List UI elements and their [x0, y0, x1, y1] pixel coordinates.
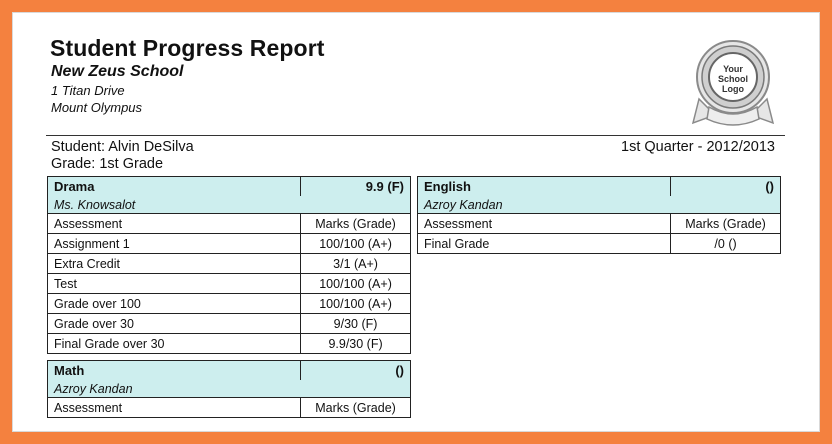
column-header-row: [48, 398, 411, 418]
school-logo: [689, 37, 777, 133]
course-name: Math: [48, 361, 301, 381]
marks-cell: 9/30 (F): [301, 314, 411, 334]
marks-cell: /0 (): [671, 234, 781, 254]
assessment-cell: Test: [48, 274, 301, 294]
svg-text:Logo: Logo: [722, 84, 744, 94]
course-teacher-row: [48, 380, 411, 398]
svg-text:School: School: [717, 74, 749, 84]
course-teacher-row: [418, 196, 781, 214]
table-row: [48, 254, 411, 274]
marks-cell: 100/100 (A+): [301, 294, 411, 314]
address-line-1: 1 Titan Drive: [51, 83, 125, 98]
column-header-row: [418, 214, 781, 234]
header-divider: [46, 135, 785, 136]
course-name: English: [418, 177, 671, 197]
report-page: [12, 12, 820, 432]
course-header: [418, 177, 781, 197]
course-name: Drama: [48, 177, 301, 197]
course-table-drama: [47, 176, 411, 354]
column-header-row: [48, 214, 411, 234]
table-row: [48, 234, 411, 254]
marks-cell: 3/1 (A+): [301, 254, 411, 274]
marks-cell: 100/100 (A+): [301, 274, 411, 294]
assessment-cell: Final Grade over 30: [48, 334, 301, 354]
column-header-assessment: Assessment: [48, 398, 301, 418]
assessment-cell: Final Grade: [418, 234, 671, 254]
course-header: [48, 361, 411, 381]
table-row: [48, 314, 411, 334]
assessment-cell: Assignment 1: [48, 234, 301, 254]
school-name: New Zeus School: [51, 63, 184, 80]
table-row: [48, 274, 411, 294]
assessment-cell: Grade over 100: [48, 294, 301, 314]
marks-cell: 9.9/30 (F): [301, 334, 411, 354]
column-header-marks: Marks (Grade): [301, 398, 411, 418]
table-row: [418, 234, 781, 254]
address-line-2: Mount Olympus: [51, 100, 143, 115]
student-grade: Grade: 1st Grade: [51, 156, 164, 172]
course-header: [48, 177, 411, 197]
svg-text:Your: Your: [723, 64, 743, 74]
column-header-marks: Marks (Grade): [301, 214, 411, 234]
marks-cell: 100/100 (A+): [301, 234, 411, 254]
column-header-assessment: Assessment: [418, 214, 671, 234]
report-title: Student Progress Report: [50, 35, 325, 61]
teacher-name: Azroy Kandan: [48, 380, 411, 398]
course-table-math: [47, 360, 411, 418]
course-score: (): [671, 177, 781, 197]
course-score: (): [301, 361, 411, 381]
table-row: [48, 294, 411, 314]
teacher-name: Ms. Knowsalot: [48, 196, 411, 214]
table-row: [48, 334, 411, 354]
assessment-cell: Grade over 30: [48, 314, 301, 334]
course-table-english: [417, 176, 781, 254]
course-score: 9.9 (F): [301, 177, 411, 197]
assessment-cell: Extra Credit: [48, 254, 301, 274]
column-header-assessment: Assessment: [48, 214, 301, 234]
teacher-name: Azroy Kandan: [418, 196, 781, 214]
course-teacher-row: [48, 196, 411, 214]
student-name: Student: Alvin DeSilva: [51, 139, 194, 155]
report-term: 1st Quarter - 2012/2013: [621, 139, 775, 155]
column-header-marks: Marks (Grade): [671, 214, 781, 234]
